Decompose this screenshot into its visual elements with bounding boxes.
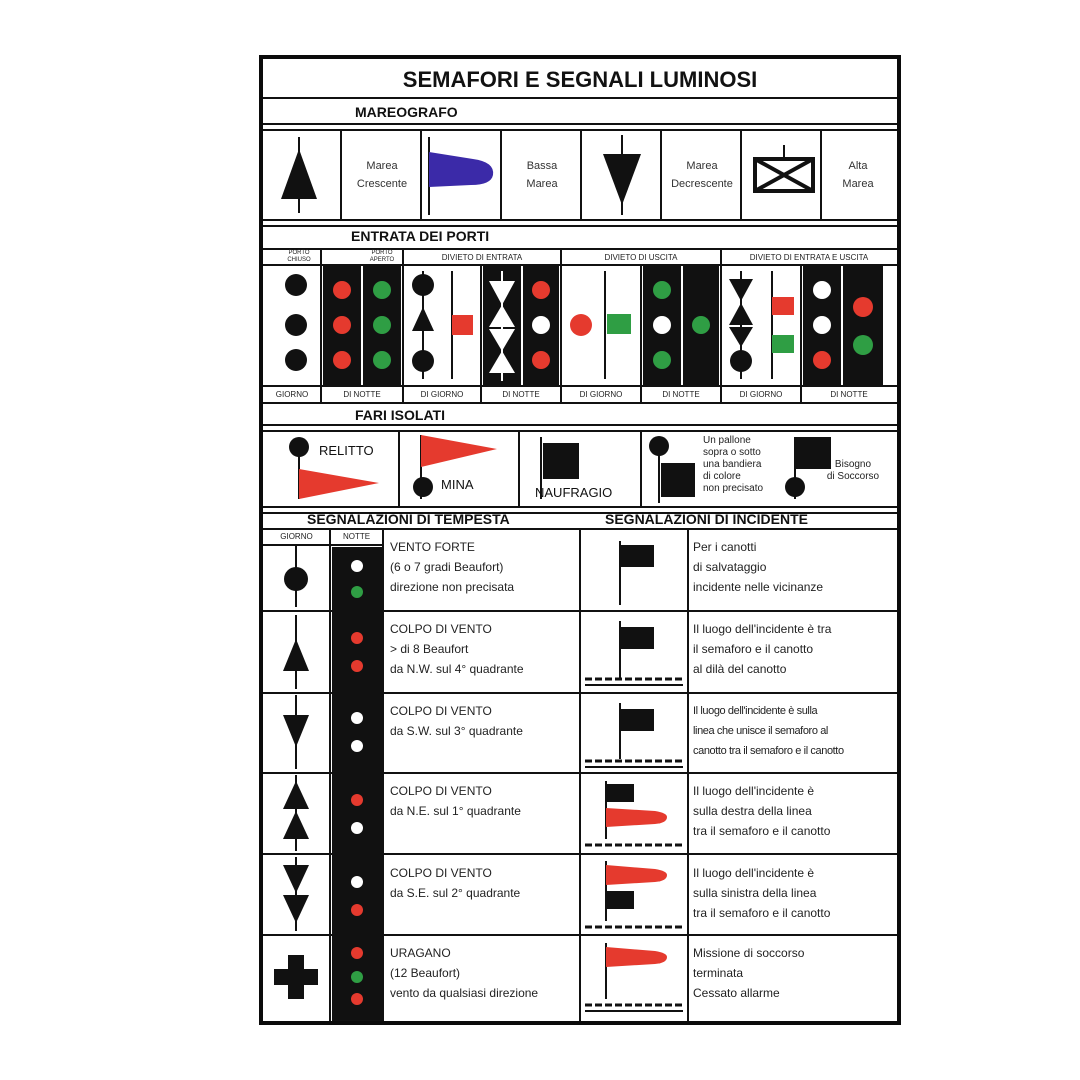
incidente-row-text: Il luogo dell'incidente è sulla linea che unisce il semaforo al canotto tra il semaforo e il canotto — [693, 705, 844, 757]
tempesta-row-text: COLPO DI VENTO da N.E. sul 1° quadrante — [390, 784, 521, 818]
blue-pennant-icon — [429, 137, 493, 215]
tempesta-day-cross-icon — [274, 955, 318, 999]
incidente-heading: SEGNALAZIONI DI INCIDENTE — [605, 511, 809, 527]
night-panel-green-single — [683, 265, 719, 385]
incidente-flag-2-icon — [585, 621, 683, 685]
mareografo-label-bassa: Bassa Marea — [526, 160, 558, 190]
bottom-label: DI NOTTE — [343, 390, 381, 399]
tempesta-row-text: VENTO FORTE (6 o 7 gradi Beaufort) direzione non precisata — [390, 540, 515, 594]
incidente-row-text: Il luogo dell'incidente è sulla sinistra della linea tra il semaforo e il canotto — [693, 866, 831, 920]
label-divieto-uscita: DIVIETO DI USCITA — [604, 253, 678, 262]
col-giorno-label: GIORNO — [280, 532, 313, 541]
hourglass-icon — [483, 265, 521, 385]
incidente-flag-6-icon — [585, 943, 683, 1011]
bottom-label: DI NOTTE — [830, 390, 868, 399]
mareografo-label-decrescente: Marea Decrescente — [671, 160, 733, 190]
incidente-row-text: Il luogo dell'incidente è tra il semaforo e il canotto al dilà del canotto — [693, 622, 832, 676]
triangle-up-icon — [281, 137, 317, 213]
tempesta-day-two-down-cones-icon — [283, 857, 309, 931]
tempesta-row-text: COLPO DI VENTO da S.E. sul 2° quadrante — [390, 866, 521, 900]
mareografo-label-crescente: Marea Crescente — [356, 160, 408, 190]
bottom-label: DI GIORNO — [739, 390, 783, 399]
night-panel-red-white-red — [523, 265, 559, 385]
tempesta-night-column — [332, 547, 382, 1021]
incidente-flag-5-icon — [585, 861, 683, 927]
tempesta-heading: SEGNALAZIONI DI TEMPESTA — [307, 511, 510, 527]
tempesta-row-text: COLPO DI VENTO > di 8 Beaufort da N.W. sul 4° quadrante — [390, 622, 524, 676]
label-divieto-entrata: DIVIETO DI ENTRATA — [441, 253, 523, 262]
bottom-label: DI NOTTE — [502, 390, 540, 399]
triangle-down-icon — [603, 135, 641, 215]
entrata-heading: ENTRATA DEI PORTI — [351, 228, 490, 244]
col-notte-label: NOTTE — [342, 532, 371, 541]
page-title: SEMAFORI E SEGNALI LUMINOSI — [402, 67, 758, 92]
label-naufragio: NAUFRAGIO — [535, 485, 613, 500]
bottom-label: DI GIORNO — [579, 390, 623, 399]
label-soccorso: Bisogno di Soccorso — [826, 459, 880, 482]
pallone-bandiera-icon — [649, 436, 695, 503]
night-panel-red — [323, 265, 361, 385]
ball-triangle-ball-icon — [412, 271, 434, 379]
bottom-label: GIORNO — [275, 390, 309, 399]
label-relitto: RELITTO — [319, 443, 374, 458]
incidente-flag-4-icon — [585, 781, 683, 845]
bottom-label: DI NOTTE — [662, 390, 700, 399]
red-ball-green-flag-icon — [570, 271, 631, 379]
mareografo-heading: MAREOGRAFO — [355, 104, 458, 120]
incidente-row-text: Per i canotti di salvataggio incidente nelle vicinanze — [693, 540, 824, 594]
tempesta-day-down-cone-icon — [283, 695, 309, 769]
tempesta-row-text: URAGANO (12 Beaufort) vento da qualsiasi direzione — [390, 946, 539, 1000]
bottom-label: DI GIORNO — [420, 390, 464, 399]
red-flag-icon — [452, 271, 473, 379]
night-panel-green-white-green — [643, 265, 681, 385]
incidente-row-text: Missione di soccorso terminata Cessato allarme — [693, 946, 805, 1000]
label-porto-chiuso: PORTO CHIUSO — [287, 250, 311, 263]
ball-hourglass-ball-icon — [729, 271, 753, 379]
night-panel-white-white-red — [803, 265, 841, 385]
label-pallone: Un pallone sopra o sotto una bandiera di colore non precisato — [703, 435, 764, 494]
fari-heading: FARI ISOLATI — [355, 407, 445, 423]
red-green-flags-icon — [772, 271, 794, 379]
night-panel-red-green — [843, 265, 883, 385]
incidente-flag-3-icon — [585, 703, 683, 767]
incidente-row-text: Il luogo dell'incidente è sulla destra della linea tra il semaforo e il canotto — [693, 784, 831, 838]
crossed-square-icon — [755, 145, 813, 191]
tempesta-day-up-cone-icon — [283, 615, 309, 689]
night-panel-green — [363, 265, 401, 385]
tempesta-day-ball-icon — [284, 545, 308, 607]
incidente-flag-1-icon — [620, 541, 654, 605]
label-mina: MINA — [441, 477, 474, 492]
label-porto-aperto: PORTO APERTO — [369, 250, 395, 263]
chart-sheet — [263, 59, 897, 1021]
mareografo-label-alta: Alta Marea — [842, 160, 874, 190]
tempesta-row-text: COLPO DI VENTO da S.W. sul 3° quadrante — [390, 704, 523, 738]
label-divieto-entrata-uscita: DIVIETO DI ENTRATA E USCITA — [749, 253, 869, 262]
tempesta-day-two-up-cones-icon — [283, 775, 309, 851]
three-balls-icon — [285, 274, 307, 371]
